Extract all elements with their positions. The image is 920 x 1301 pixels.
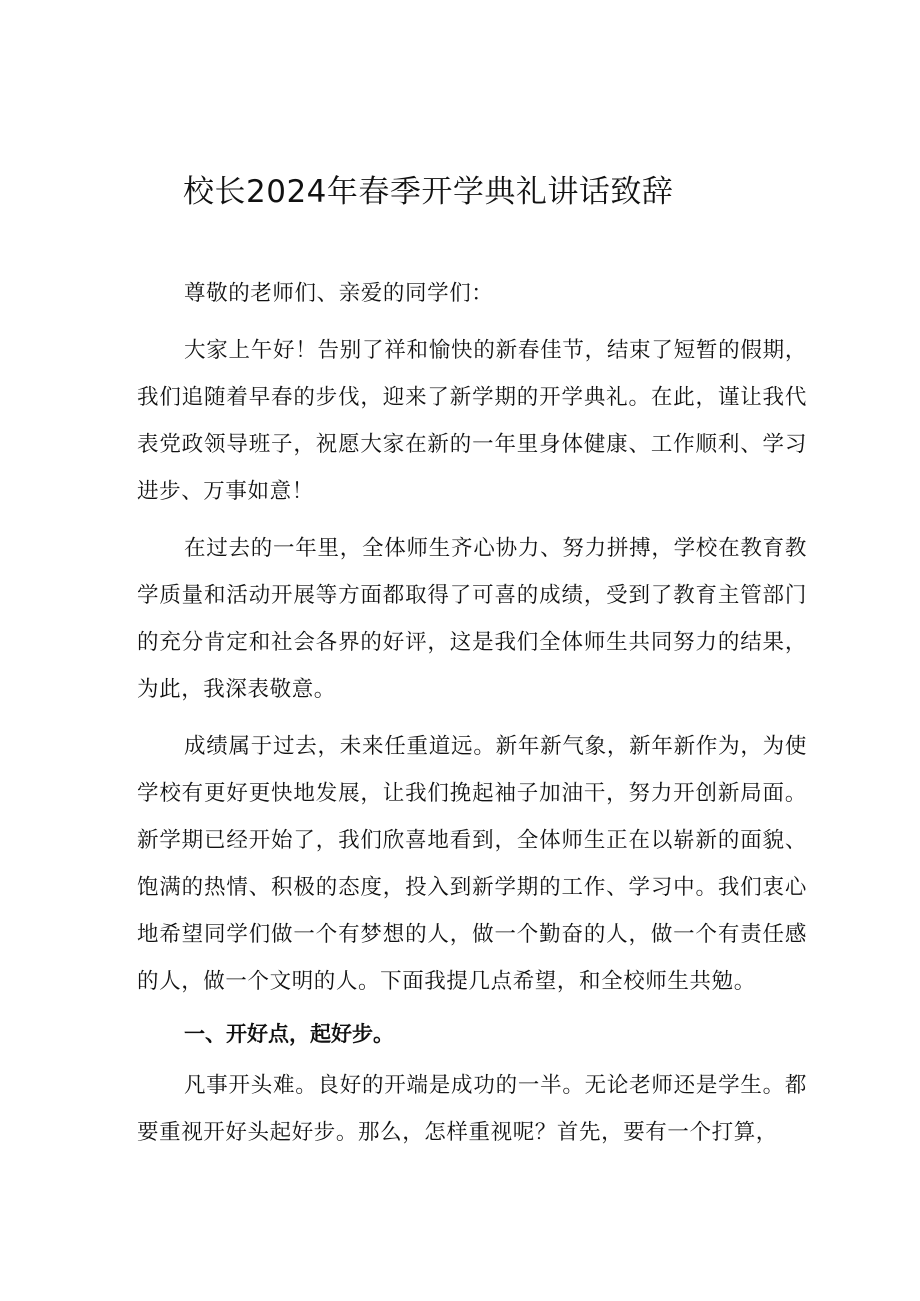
paragraph-greeting: 大家上午好！告别了祥和愉快的新春佳节，结束了短暂的假期，我们追随着早春的步伐，迎来了新学期的开学典礼。在此，谨让我代表党政领导班子，祝愿大家在新的一年里身体健康、工作顺利、学习进步、万事如意！ — [137, 338, 807, 504]
paragraph-gap — [137, 317, 807, 327]
salutation: 尊敬的老师们、亲爱的同学们： — [184, 281, 494, 306]
document-body — [137, 270, 807, 1156]
paragraph-gap — [137, 713, 807, 723]
paragraph-outlook: 成绩属于过去，未来任重道远。新年新气象，新年新作为，为使学校有更好更快地发展，让我们挽起袖子加油干，努力开创新局面。新学期已经开始了，我们欣喜地看到，全体师生正在以崭新的面貌、饱满的热情、积极的态度，投入到新学期的工作、学习中。我们衷心地希望同学们做一个有梦想的人，做一个勤奋的人，做一个有责任感的人，做一个文明的人。下面我提几点希望，和全校师生共勉。 — [137, 734, 807, 994]
paragraph-gap — [137, 515, 807, 525]
paragraph-section-one: 凡事开头难。良好的开端是成功的一半。无论老师还是学生。都要重视开好头起好步。那么，怎样重视呢？首先，要有一个打算， — [137, 1073, 807, 1145]
paragraph-review: 在过去的一年里，全体师生齐心协力、努力拼搏，学校在教育教学质量和活动开展等方面都取得了可喜的成绩，受到了教育主管部门的充分肯定和社会各界的好评，这是我们全体师生共同努力的结果，为此，我深表敬意。 — [137, 536, 807, 702]
section-heading: 一、开好点，起好步。 — [184, 1022, 394, 1046]
document-title: 校长2024年春季开学典礼讲话致辞 — [183, 174, 674, 210]
